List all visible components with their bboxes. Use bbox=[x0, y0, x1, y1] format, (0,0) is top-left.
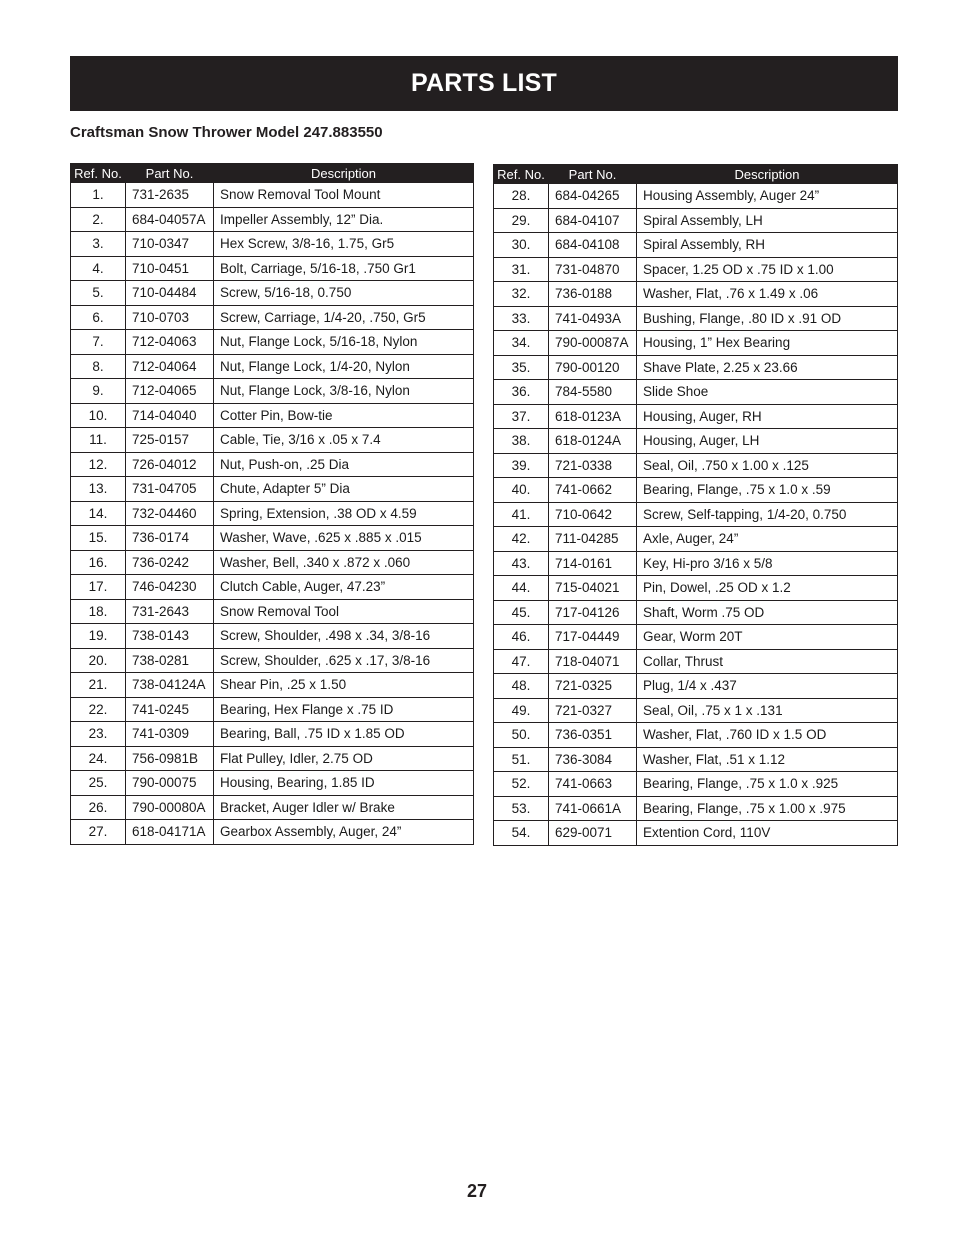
ref-no-cell: 14. bbox=[71, 501, 126, 526]
table-row bbox=[71, 330, 474, 355]
description-cell: Washer, Flat, .76 x 1.49 x .06 bbox=[637, 282, 898, 307]
ref-no-cell: 25. bbox=[71, 771, 126, 796]
ref-no-cell: 12. bbox=[71, 452, 126, 477]
ref-no-cell: 21. bbox=[71, 673, 126, 698]
table-row bbox=[71, 305, 474, 330]
description-cell: Spacer, 1.25 OD x .75 ID x 1.00 bbox=[637, 257, 898, 282]
description-cell: Bearing, Flange, .75 x 1.0 x .925 bbox=[637, 772, 898, 797]
ref-no-cell: 36. bbox=[494, 380, 549, 405]
description-cell: Pin, Dowel, .25 OD x 1.2 bbox=[637, 576, 898, 601]
ref-no-cell: 45. bbox=[494, 600, 549, 625]
part-no-cell: 726-04012 bbox=[126, 452, 214, 477]
part-no-cell: 738-0281 bbox=[126, 648, 214, 673]
description-cell: Washer, Flat, .51 x 1.12 bbox=[637, 747, 898, 772]
ref-no-cell: 52. bbox=[494, 772, 549, 797]
ref-no-cell: 19. bbox=[71, 624, 126, 649]
description-cell: Bearing, Ball, .75 ID x 1.85 OD bbox=[214, 722, 474, 747]
part-no-cell: 738-0143 bbox=[126, 624, 214, 649]
table-row bbox=[494, 453, 898, 478]
part-no-header: Part No. bbox=[549, 165, 637, 184]
part-no-cell: 618-0124A bbox=[549, 429, 637, 454]
ref-no-cell: 50. bbox=[494, 723, 549, 748]
ref-no-cell: 31. bbox=[494, 257, 549, 282]
table-row bbox=[71, 183, 474, 208]
description-cell: Washer, Flat, .760 ID x 1.5 OD bbox=[637, 723, 898, 748]
table-row bbox=[71, 746, 474, 771]
ref-no-cell: 4. bbox=[71, 256, 126, 281]
description-cell: Nut, Flange Lock, 5/16-18, Nylon bbox=[214, 330, 474, 355]
page-number: 27 bbox=[466, 1181, 488, 1201]
ref-no-cell: 10. bbox=[71, 403, 126, 428]
part-no-cell: 715-04021 bbox=[549, 576, 637, 601]
table-header-row bbox=[71, 164, 474, 183]
description-cell: Spring, Extension, .38 OD x 4.59 bbox=[214, 501, 474, 526]
ref-no-cell: 5. bbox=[71, 281, 126, 306]
description-cell: Seal, Oil, .750 x 1.00 x .125 bbox=[637, 453, 898, 478]
description-cell: Screw, Carriage, 1/4-20, .750, Gr5 bbox=[214, 305, 474, 330]
part-no-cell: 618-04171A bbox=[126, 820, 214, 845]
part-no-cell: 714-0161 bbox=[549, 551, 637, 576]
part-no-cell: 710-0703 bbox=[126, 305, 214, 330]
parts-table-right bbox=[493, 164, 898, 846]
table-row bbox=[71, 795, 474, 820]
ref-no-cell: 32. bbox=[494, 282, 549, 307]
table-row bbox=[71, 501, 474, 526]
description-cell: Nut, Flange Lock, 3/8-16, Nylon bbox=[214, 379, 474, 404]
table-row bbox=[494, 233, 898, 258]
description-cell: Nut, Flange Lock, 1/4-20, Nylon bbox=[214, 354, 474, 379]
ref-no-cell: 9. bbox=[71, 379, 126, 404]
ref-no-cell: 29. bbox=[494, 208, 549, 233]
description-cell: Nut, Push-on, .25 Dia bbox=[214, 452, 474, 477]
part-no-cell: 741-0663 bbox=[549, 772, 637, 797]
part-no-cell: 731-2643 bbox=[126, 599, 214, 624]
ref-no-cell: 20. bbox=[71, 648, 126, 673]
table-row bbox=[494, 772, 898, 797]
description-cell: Cable, Tie, 3/16 x .05 x 7.4 bbox=[214, 428, 474, 453]
ref-no-cell: 53. bbox=[494, 796, 549, 821]
description-cell: Bracket, Auger Idler w/ Brake bbox=[214, 795, 474, 820]
part-no-cell: 736-0174 bbox=[126, 526, 214, 551]
table-row bbox=[494, 306, 898, 331]
description-cell: Bearing, Hex Flange x .75 ID bbox=[214, 697, 474, 722]
description-cell: Bearing, Flange, .75 x 1.00 x .975 bbox=[637, 796, 898, 821]
description-cell: Bearing, Flange, .75 x 1.0 x .59 bbox=[637, 478, 898, 503]
ref-no-cell: 51. bbox=[494, 747, 549, 772]
table-row bbox=[71, 697, 474, 722]
table-row bbox=[494, 478, 898, 503]
ref-no-cell: 24. bbox=[71, 746, 126, 771]
description-cell: Shaft, Worm .75 OD bbox=[637, 600, 898, 625]
part-no-cell: 731-2635 bbox=[126, 183, 214, 208]
ref-no-cell: 22. bbox=[71, 697, 126, 722]
table-row bbox=[494, 380, 898, 405]
part-no-cell: 710-0347 bbox=[126, 232, 214, 257]
part-no-cell: 712-04064 bbox=[126, 354, 214, 379]
description-cell: Snow Removal Tool bbox=[214, 599, 474, 624]
ref-no-cell: 30. bbox=[494, 233, 549, 258]
description-cell: Axle, Auger, 24” bbox=[637, 527, 898, 552]
ref-no-cell: 43. bbox=[494, 551, 549, 576]
ref-no-cell: 26. bbox=[71, 795, 126, 820]
part-no-cell: 741-0245 bbox=[126, 697, 214, 722]
table-row bbox=[71, 256, 474, 281]
ref-no-cell: 38. bbox=[494, 429, 549, 454]
part-no-cell: 756-0981B bbox=[126, 746, 214, 771]
part-no-cell: 741-0493A bbox=[549, 306, 637, 331]
ref-no-cell: 33. bbox=[494, 306, 549, 331]
table-row bbox=[71, 722, 474, 747]
part-no-cell: 738-04124A bbox=[126, 673, 214, 698]
description-cell: Seal, Oil, .75 x 1 x .131 bbox=[637, 698, 898, 723]
table-row bbox=[494, 502, 898, 527]
part-no-cell: 721-0325 bbox=[549, 674, 637, 699]
ref-no-cell: 8. bbox=[71, 354, 126, 379]
description-cell: Housing, 1” Hex Bearing bbox=[637, 331, 898, 356]
description-cell: Clutch Cable, Auger, 47.23” bbox=[214, 575, 474, 600]
parts-table-left-body bbox=[71, 183, 474, 845]
table-row bbox=[71, 526, 474, 551]
table-row bbox=[494, 649, 898, 674]
part-no-cell: 790-00080A bbox=[126, 795, 214, 820]
part-no-cell: 711-04285 bbox=[549, 527, 637, 552]
ref-no-cell: 48. bbox=[494, 674, 549, 699]
part-no-cell: 710-0451 bbox=[126, 256, 214, 281]
table-row bbox=[71, 379, 474, 404]
part-no-cell: 741-0662 bbox=[549, 478, 637, 503]
part-no-cell: 710-0642 bbox=[549, 502, 637, 527]
part-no-cell: 712-04065 bbox=[126, 379, 214, 404]
description-cell: Screw, Shoulder, .498 x .34, 3/8-16 bbox=[214, 624, 474, 649]
description-cell: Gear, Worm 20T bbox=[637, 625, 898, 650]
part-no-cell: 784-5580 bbox=[549, 380, 637, 405]
table-row bbox=[494, 625, 898, 650]
part-no-cell: 684-04108 bbox=[549, 233, 637, 258]
part-no-cell: 741-0309 bbox=[126, 722, 214, 747]
table-row bbox=[71, 624, 474, 649]
description-cell: Housing, Bearing, 1.85 ID bbox=[214, 771, 474, 796]
ref-no-cell: 6. bbox=[71, 305, 126, 330]
table-row bbox=[494, 184, 898, 209]
description-cell: Screw, Self-tapping, 1/4-20, 0.750 bbox=[637, 502, 898, 527]
description-cell: Housing Assembly, Auger 24” bbox=[637, 184, 898, 209]
ref-no-cell: 44. bbox=[494, 576, 549, 601]
table-row bbox=[71, 452, 474, 477]
ref-no-cell: 7. bbox=[71, 330, 126, 355]
table-row bbox=[494, 747, 898, 772]
part-no-cell: 717-04126 bbox=[549, 600, 637, 625]
table-row bbox=[71, 575, 474, 600]
ref-no-cell: 47. bbox=[494, 649, 549, 674]
ref-no-cell: 37. bbox=[494, 404, 549, 429]
table-row bbox=[71, 354, 474, 379]
model-subtitle: Craftsman Snow Thrower Model 247.883550 bbox=[70, 124, 383, 141]
description-cell: Impeller Assembly, 12” Dia. bbox=[214, 207, 474, 232]
part-no-cell: 684-04107 bbox=[549, 208, 637, 233]
ref-no-cell: 11. bbox=[71, 428, 126, 453]
description-cell: Snow Removal Tool Mount bbox=[214, 183, 474, 208]
description-cell: Cotter Pin, Bow-tie bbox=[214, 403, 474, 428]
description-cell: Spiral Assembly, RH bbox=[637, 233, 898, 258]
description-cell: Slide Shoe bbox=[637, 380, 898, 405]
part-no-cell: 684-04265 bbox=[549, 184, 637, 209]
table-row bbox=[494, 404, 898, 429]
description-header: Description bbox=[637, 165, 898, 184]
table-row bbox=[71, 232, 474, 257]
ref-no-cell: 34. bbox=[494, 331, 549, 356]
description-cell: Bushing, Flange, .80 ID x .91 OD bbox=[637, 306, 898, 331]
table-row bbox=[71, 403, 474, 428]
description-cell: Shave Plate, 2.25 x 23.66 bbox=[637, 355, 898, 380]
part-no-cell: 725-0157 bbox=[126, 428, 214, 453]
ref-no-cell: 18. bbox=[71, 599, 126, 624]
description-cell: Collar, Thrust bbox=[637, 649, 898, 674]
description-cell: Housing, Auger, RH bbox=[637, 404, 898, 429]
ref-no-cell: 28. bbox=[494, 184, 549, 209]
ref-no-cell: 15. bbox=[71, 526, 126, 551]
part-no-cell: 736-3084 bbox=[549, 747, 637, 772]
description-cell: Chute, Adapter 5” Dia bbox=[214, 477, 474, 502]
description-cell: Washer, Wave, .625 x .885 x .015 bbox=[214, 526, 474, 551]
page-title-banner bbox=[70, 56, 898, 111]
part-no-cell: 731-04705 bbox=[126, 477, 214, 502]
ref-no-cell: 35. bbox=[494, 355, 549, 380]
table-row bbox=[494, 331, 898, 356]
table-row bbox=[494, 208, 898, 233]
description-cell: Shear Pin, .25 x 1.50 bbox=[214, 673, 474, 698]
ref-no-cell: 46. bbox=[494, 625, 549, 650]
part-no-cell: 714-04040 bbox=[126, 403, 214, 428]
table-row bbox=[494, 796, 898, 821]
description-cell: Plug, 1/4 x .437 bbox=[637, 674, 898, 699]
description-cell: Key, Hi-pro 3/16 x 5/8 bbox=[637, 551, 898, 576]
part-no-cell: 736-0188 bbox=[549, 282, 637, 307]
table-row bbox=[71, 428, 474, 453]
description-cell: Screw, 5/16-18, 0.750 bbox=[214, 281, 474, 306]
ref-no-cell: 27. bbox=[71, 820, 126, 845]
description-cell: Screw, Shoulder, .625 x .17, 3/8-16 bbox=[214, 648, 474, 673]
part-no-cell: 712-04063 bbox=[126, 330, 214, 355]
table-row bbox=[494, 282, 898, 307]
part-no-cell: 790-00087A bbox=[549, 331, 637, 356]
part-no-cell: 618-0123A bbox=[549, 404, 637, 429]
ref-no-cell: 13. bbox=[71, 477, 126, 502]
table-row bbox=[71, 648, 474, 673]
table-row bbox=[494, 723, 898, 748]
ref-no-cell: 54. bbox=[494, 821, 549, 846]
part-no-cell: 718-04071 bbox=[549, 649, 637, 674]
ref-no-cell: 17. bbox=[71, 575, 126, 600]
part-no-header: Part No. bbox=[126, 164, 214, 183]
table-row bbox=[71, 771, 474, 796]
ref-no-cell: 2. bbox=[71, 207, 126, 232]
table-row bbox=[494, 355, 898, 380]
parts-table-right-body bbox=[494, 184, 898, 846]
ref-no-header: Ref. No. bbox=[71, 164, 126, 183]
ref-no-cell: 42. bbox=[494, 527, 549, 552]
part-no-cell: 732-04460 bbox=[126, 501, 214, 526]
part-no-cell: 746-04230 bbox=[126, 575, 214, 600]
page-title: PARTS LIST bbox=[411, 69, 557, 97]
part-no-cell: 717-04449 bbox=[549, 625, 637, 650]
table-row bbox=[494, 821, 898, 846]
parts-table-left bbox=[70, 163, 474, 845]
table-row bbox=[494, 674, 898, 699]
part-no-cell: 790-00120 bbox=[549, 355, 637, 380]
table-row bbox=[71, 820, 474, 845]
part-no-cell: 721-0327 bbox=[549, 698, 637, 723]
ref-no-cell: 49. bbox=[494, 698, 549, 723]
ref-no-cell: 39. bbox=[494, 453, 549, 478]
ref-no-cell: 40. bbox=[494, 478, 549, 503]
table-row bbox=[494, 600, 898, 625]
description-cell: Housing, Auger, LH bbox=[637, 429, 898, 454]
description-cell: Spiral Assembly, LH bbox=[637, 208, 898, 233]
part-no-cell: 684-04057A bbox=[126, 207, 214, 232]
ref-no-cell: 3. bbox=[71, 232, 126, 257]
part-no-cell: 731-04870 bbox=[549, 257, 637, 282]
part-no-cell: 629-0071 bbox=[549, 821, 637, 846]
description-cell: Flat Pulley, Idler, 2.75 OD bbox=[214, 746, 474, 771]
table-row bbox=[71, 550, 474, 575]
table-row bbox=[71, 599, 474, 624]
part-no-cell: 790-00075 bbox=[126, 771, 214, 796]
ref-no-cell: 1. bbox=[71, 183, 126, 208]
table-row bbox=[494, 551, 898, 576]
table-row bbox=[494, 527, 898, 552]
table-row bbox=[494, 429, 898, 454]
description-cell: Hex Screw, 3/8-16, 1.75, Gr5 bbox=[214, 232, 474, 257]
ref-no-header: Ref. No. bbox=[494, 165, 549, 184]
part-no-cell: 741-0661A bbox=[549, 796, 637, 821]
ref-no-cell: 16. bbox=[71, 550, 126, 575]
part-no-cell: 736-0351 bbox=[549, 723, 637, 748]
table-row bbox=[494, 576, 898, 601]
part-no-cell: 710-04484 bbox=[126, 281, 214, 306]
table-row bbox=[71, 281, 474, 306]
description-cell: Gearbox Assembly, Auger, 24” bbox=[214, 820, 474, 845]
table-row bbox=[494, 257, 898, 282]
table-row bbox=[71, 477, 474, 502]
description-header: Description bbox=[214, 164, 474, 183]
ref-no-cell: 41. bbox=[494, 502, 549, 527]
table-row bbox=[494, 698, 898, 723]
description-cell: Extention Cord, 110V bbox=[637, 821, 898, 846]
part-no-cell: 721-0338 bbox=[549, 453, 637, 478]
table-row bbox=[71, 207, 474, 232]
description-cell: Bolt, Carriage, 5/16-18, .750 Gr1 bbox=[214, 256, 474, 281]
ref-no-cell: 23. bbox=[71, 722, 126, 747]
description-cell: Washer, Bell, .340 x .872 x .060 bbox=[214, 550, 474, 575]
table-header-row bbox=[494, 165, 898, 184]
part-no-cell: 736-0242 bbox=[126, 550, 214, 575]
table-row bbox=[71, 673, 474, 698]
